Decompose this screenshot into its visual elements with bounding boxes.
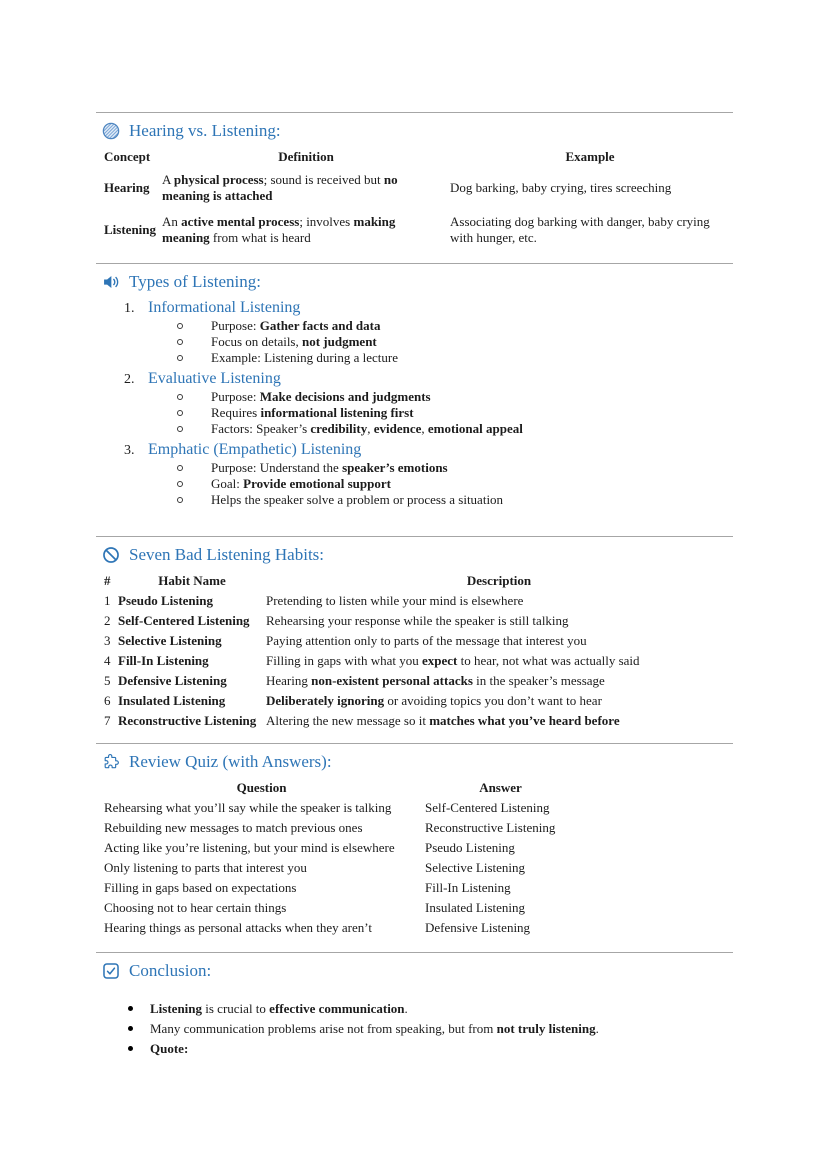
bullet-icon [128,1026,133,1031]
habit-name-cell: Reconstructive Listening [118,713,257,728]
sub-item-text: Purpose: Understand the speaker’s emotions [211,460,448,475]
table-row [104,878,576,898]
section-heading [102,120,733,142]
habit-description-cell: Hearing non-existent personal attacks in the speaker’s message [266,673,605,688]
habit-number-cell: 2 [104,613,111,628]
answer-cell: Self-Centered Listening [425,800,550,815]
section-heading [102,960,733,982]
answer-cell: Reconstructive Listening [425,820,556,835]
sub-list-item [96,318,733,334]
question-cell: Only listening to parts that interest you [104,860,307,875]
habit-description-cell: Filling in gaps with what you expect to hear, not what was actually said [266,653,640,668]
circle-bullet-icon [177,410,183,416]
bullet-list-item [96,1039,733,1059]
table-row [104,167,730,209]
sub-list-item [96,421,733,437]
bullet-list-item [96,999,733,1019]
sub-list-item [96,350,733,366]
habit-name-cell: Self-Centered Listening [118,613,250,628]
habit-name-cell: Selective Listening [118,633,222,648]
answer-cell: Defensive Listening [425,920,531,935]
answer-cell: Pseudo Listening [425,840,515,855]
circle-bullet-icon [177,426,183,432]
table-row [104,918,576,938]
table-row [104,858,576,878]
bullet-text: Listening is crucial to effective communication. [150,1001,408,1016]
habit-number-cell: 1 [104,593,111,608]
sub-list-item [96,389,733,405]
habit-name-cell: Fill-In Listening [118,653,209,668]
column-header-concept: Concept [104,149,151,164]
hearing-listening-table [104,147,730,251]
answer-cell: Selective Listening [425,860,526,875]
sub-item-text: Goal: Provide emotional support [211,476,391,491]
habit-number-cell: 7 [104,713,111,728]
section-bad-listening-habits [96,544,733,731]
section-heading [102,271,733,293]
habit-number-cell: 5 [104,673,111,688]
table-row [104,798,576,818]
section-divider [96,263,733,264]
bullet-icon [128,1006,133,1011]
table-row [104,711,732,731]
table-row [104,591,732,611]
question-cell: Acting like you’re listening, but your mind is elsewhere [104,840,395,855]
sub-list-item [96,460,733,476]
table-row [104,611,732,631]
concept-cell: Hearing [104,180,150,195]
question-cell: Choosing not to hear certain things [104,900,287,915]
types-of-listening-list [96,298,733,508]
habit-number-cell: 4 [104,653,111,668]
bullet-icon [128,1046,133,1051]
list-item-label: Emphatic (Empathetic) Listening [148,441,362,458]
column-header-definition: Definition [278,149,334,164]
list-item [96,298,733,318]
column-header-habit-name: Habit Name [158,573,226,588]
sub-item-text: Purpose: Make decisions and judgments [211,389,431,404]
question-cell: Rehearsing what you’ll say while the speaker is talking [104,800,392,815]
habit-number-cell: 3 [104,633,111,648]
circle-bullet-icon [177,355,183,361]
bullet-text: Quote: [150,1041,189,1056]
circle-bullet-icon [177,394,183,400]
table-row [104,671,732,691]
habit-description-cell: Deliberately ignoring or avoiding topics you don’t want to hear [266,693,602,708]
list-item-label: Informational Listening [148,299,301,316]
prohibition-icon [102,546,120,564]
sub-list-item [96,334,733,350]
table-row [104,691,732,711]
example-cell: Dog barking, baby crying, tires screeching [450,180,672,195]
table-row [104,631,732,651]
sub-item-text: Requires informational listening first [211,405,414,420]
question-cell: Rebuilding new messages to match previous ones [104,820,363,835]
habit-description-cell: Altering the new message so it matches what you’ve heard before [266,713,620,728]
section-divider [96,536,733,537]
circle-bullet-icon [177,481,183,487]
list-item [96,369,733,389]
sub-item-text: Factors: Speaker’s credibility, evidence, emotional appeal [211,421,523,436]
list-item-number: 3. [124,443,135,458]
circle-bullet-icon [177,323,183,329]
review-quiz-table [104,778,576,938]
checkbox-icon [102,962,120,980]
conclusion-list [96,999,733,1059]
list-item [96,440,733,460]
sub-list-item [96,476,733,492]
habit-name-cell: Pseudo Listening [118,593,213,608]
table-header-row [104,778,576,798]
table-row [104,898,576,918]
concept-cell: Listening [104,222,157,237]
column-header-example: Example [565,149,615,164]
habit-name-cell: Defensive Listening [118,673,227,688]
section-title: Types of Listening: [129,272,261,291]
puzzle-icon [102,753,120,771]
habit-description-cell: Rehearsing your response while the speaker is still talking [266,613,569,628]
list-item-number: 1. [124,301,135,316]
section-review-quiz [96,751,733,938]
list-item-number: 2. [124,372,135,387]
section-title: Review Quiz (with Answers): [129,752,332,771]
habit-description-cell: Paying attention only to parts of the message that interest you [266,633,587,648]
column-header-number: # [104,573,111,588]
section-divider [96,743,733,744]
definition-cell: A physical process; sound is received but no meaning is attached [162,172,398,203]
answer-cell: Fill-In Listening [425,880,511,895]
bullet-list-item [96,1019,733,1039]
section-title: Seven Bad Listening Habits: [129,545,325,564]
table-row [104,651,732,671]
list-item-label: Evaluative Listening [148,370,281,387]
column-header-answer: Answer [479,780,522,795]
section-heading [102,751,733,773]
section-title: Hearing vs. Listening: [129,121,281,140]
habit-description-cell: Pretending to listen while your mind is elsewhere [266,593,524,608]
table-row [104,818,576,838]
section-conclusion [96,960,733,1059]
circle-bullet-icon [177,465,183,471]
habit-name-cell: Insulated Listening [118,693,226,708]
table-header-row [104,571,732,591]
circle-bullet-icon [177,339,183,345]
sub-item-text: Example: Listening during a lecture [211,350,398,365]
circle-bullet-icon [177,497,183,503]
sub-item-text: Focus on details, not judgment [211,334,377,349]
habit-number-cell: 6 [104,693,111,708]
definition-cell: An active mental process; involves making meaning from what is heard [162,214,396,245]
column-header-question: Question [236,780,287,795]
section-types-of-listening [96,271,733,508]
table-row [104,838,576,858]
section-divider [96,952,733,953]
document-content [96,112,733,1065]
answer-cell: Insulated Listening [425,900,526,915]
example-cell: Associating dog barking with danger, baby crying with hunger, etc. [450,214,710,245]
table-row [104,209,730,251]
section-divider [96,112,733,113]
sub-item-text: Helps the speaker solve a problem or process a situation [211,492,504,507]
section-title: Conclusion: [129,961,212,980]
bullet-text: Many communication problems arise not from speaking, but from not truly listening. [150,1021,599,1036]
hatched-circle-icon [102,122,120,140]
question-cell: Hearing things as personal attacks when they aren’t [104,920,372,935]
sub-item-text: Purpose: Gather facts and data [211,318,381,333]
section-heading [102,544,733,566]
bad-habits-table [104,571,732,731]
sub-list-item [96,405,733,421]
section-hearing-vs-listening [96,120,733,251]
question-cell: Filling in gaps based on expectations [104,880,297,895]
speaker-icon [102,273,120,291]
sub-list-item [96,492,733,508]
column-header-description: Description [466,573,532,588]
table-header-row [104,147,730,167]
